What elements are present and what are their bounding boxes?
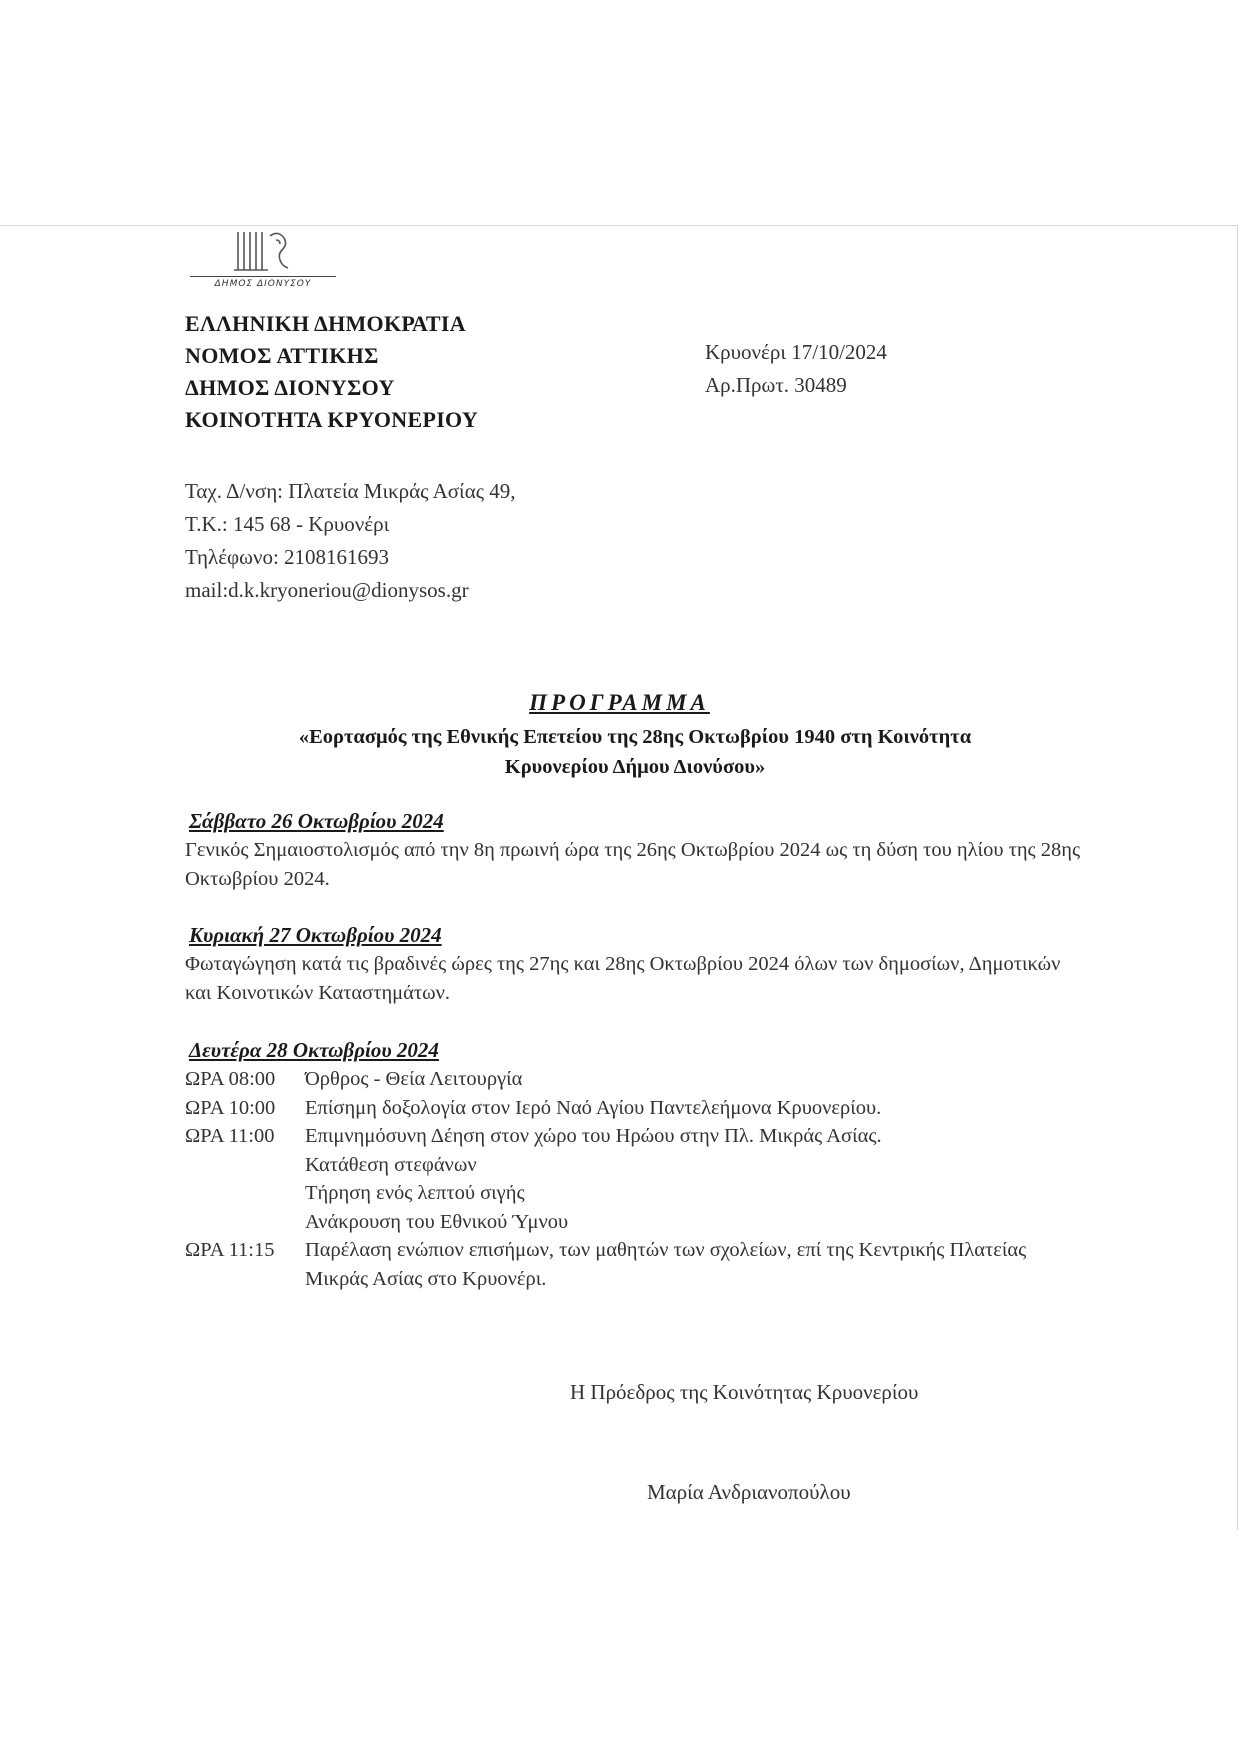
- letterhead: [185, 308, 478, 436]
- subtitle-line-2: Κρυονερίου Δήμου Διονύσου»: [504, 756, 766, 778]
- schedule-text: Επιμνημόσυνη Δέηση στον χώρο του Ηρώου στην Πλ. Μικράς Ασίας.: [305, 1125, 882, 1147]
- day-heading: Σάββατο 26 Οκτωβρίου 2024: [189, 809, 444, 833]
- address-street: Ταχ. Δ/νση: Πλατεία Μικράς Ασίας 49,: [185, 479, 516, 503]
- schedule-time: ΩΡΑ 08:00: [185, 1068, 276, 1090]
- logo-caption: ΔΗΜΟΣ ΔΙΟΝΥΣΟΥ: [190, 276, 336, 289]
- day-description: Γενικός Σημαιοστολισμός από την 8η πρωινή ώρα της 26ης Οκτωβρίου 2024 ως τη δύση του ηλίου της 28ης Οκτωβρίου 2024.: [185, 839, 1081, 890]
- subtitle-line-1: «Εορτασμός της Εθνικής Επετείου της 28ης Οκτωβρίου 1940 στη Κοινότητα: [298, 726, 972, 748]
- address-mail: mail:d.k.kryoneriou@dionysos.gr: [185, 578, 469, 602]
- contact-address: [185, 475, 516, 607]
- program-title: ΠΡΟΓΡΑΜΜΑ: [529, 690, 710, 715]
- day-heading: Κυριακή 27 Οκτωβρίου 2024: [189, 923, 442, 947]
- letterhead-municipality: ΔΗΜΟΣ ΔΙΟΝΥΣΟΥ: [185, 375, 395, 400]
- day-section-monday: [185, 1035, 1085, 1293]
- schedule-time: ΩΡΑ 10:00: [185, 1096, 276, 1119]
- signatory-name: Μαρία Ανδριανοπούλου: [647, 1480, 851, 1504]
- schedule-text: Όρθρος - Θεία Λειτουργία: [305, 1068, 523, 1090]
- schedule-time: ΩΡΑ 11:00: [185, 1125, 275, 1147]
- schedule-row: [185, 1094, 1085, 1123]
- schedule-time: ΩΡΑ 11:15: [185, 1239, 275, 1261]
- day-description: Φωταγώγηση κατά τις βραδινές ώρες της 27ης και 28ης Οκτωβρίου 2024 όλων των δημοσίων, Δημοτικών και Κοινοτικών Καταστημάτων.: [185, 953, 1061, 1004]
- schedule-row: [185, 1236, 1085, 1293]
- day-heading: Δευτέρα 28 Οκτωβρίου 2024: [189, 1038, 439, 1062]
- signatory-role: Η Πρόεδρος της Κοινότητας Κρυονερίου: [570, 1380, 919, 1404]
- schedule-row: [185, 1122, 1085, 1151]
- ceremony-sub-item: Ανάκρουση του Εθνικού Ύμνου: [305, 1210, 569, 1233]
- program-subtitle: [200, 722, 1070, 782]
- letterhead-community: ΚΟΙΝΟΤΗΤΑ ΚΡΥΟΝΕΡΙΟΥ: [185, 407, 479, 432]
- day-section-saturday: [185, 806, 1085, 894]
- schedule-text: Επίσημη δοξολογία στον Ιερό Ναό Αγίου Παντελεήμονα Κρυονερίου.: [305, 1096, 882, 1119]
- place-date: Κρυονέρι 17/10/2024: [705, 340, 887, 364]
- letterhead-prefecture: ΝΟΜΟΣ ΑΤΤΙΚΗΣ: [185, 343, 379, 368]
- day-section-sunday: [185, 920, 1085, 1008]
- protocol-number: Αρ.Πρωτ. 30489: [705, 373, 847, 397]
- dionysos-emblem-icon: [190, 226, 336, 276]
- schedule-text: Παρέλαση ενώπιον επισήμων, των μαθητών των σχολείων, επί της Κεντρικής Πλατείας Μικράς Ασίας στο Κρυονέρι.: [305, 1239, 1027, 1290]
- municipality-logo: [190, 226, 336, 294]
- ceremony-sub-item: Τήρηση ενός λεπτού σιγής: [305, 1182, 525, 1204]
- letterhead-republic: ΕΛΛΗΝΙΚΗ ΔΗΜΟΚΡΑΤΙΑ: [185, 311, 466, 336]
- document-meta: [705, 336, 887, 402]
- ceremony-sub-item: Κατάθεση στεφάνων: [305, 1153, 477, 1176]
- address-phone: Τηλέφωνο: 2108161693: [185, 545, 390, 569]
- schedule-row: [185, 1065, 1085, 1094]
- address-postal: Τ.Κ.: 145 68 - Κρυονέρι: [185, 512, 390, 536]
